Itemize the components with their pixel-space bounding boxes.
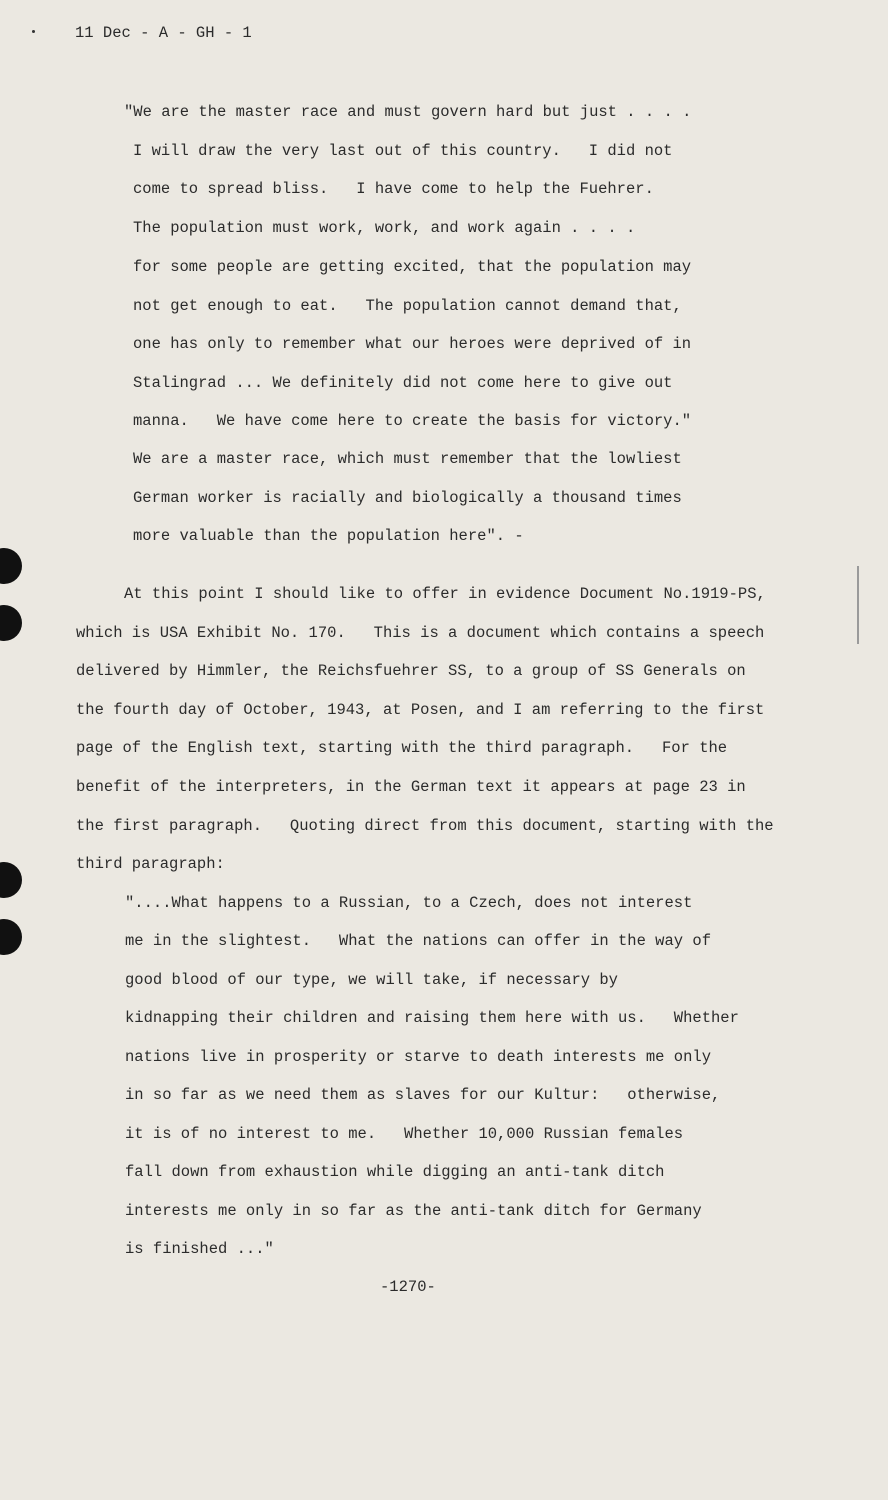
paragraph-line: the fourth day of October, 1943, at Posen, and I am referring to the first (76, 701, 765, 719)
paragraph-line: At this point I should like to offer in evidence Document No.1919-PS, (124, 585, 766, 603)
quote-line: The population must work, work, and work again . . . . (133, 219, 636, 237)
paragraph-line: page of the English text, starting with the third paragraph. For the (76, 739, 728, 757)
binder-hole (0, 605, 22, 641)
quote-line: "....What happens to a Russian, to a Czech, does not interest (125, 894, 693, 912)
quote-line: it is of no interest to me. Whether 10,000 Russian females (125, 1125, 684, 1143)
binder-hole (0, 919, 22, 955)
binder-hole (0, 862, 22, 898)
paragraph-line: third paragraph: (76, 855, 225, 873)
quote-line: nations live in prosperity or starve to death interests me only (125, 1048, 711, 1066)
quote-line: fall down from exhaustion while digging an anti-tank ditch (125, 1163, 665, 1181)
quote-line: more valuable than the population here". - (133, 527, 524, 545)
paragraph-line: the first paragraph. Quoting direct from this document, starting with the (76, 817, 774, 835)
binder-hole (0, 548, 22, 584)
quote-line: in so far as we need them as slaves for our Kultur: otherwise, (125, 1086, 721, 1104)
margin-dot (32, 30, 35, 33)
quote-line: I will draw the very last out of this country. I did not (133, 142, 673, 160)
quote-line: is finished ..." (125, 1240, 274, 1258)
document-header: 11 Dec - A - GH - 1 (75, 24, 252, 42)
quote-line: good blood of our type, we will take, if necessary by (125, 971, 618, 989)
paragraph-line: which is USA Exhibit No. 170. This is a document which contains a speech (76, 624, 765, 642)
quote-line: Stalingrad ... We definitely did not come here to give out (133, 374, 673, 392)
quote-line: kidnapping their children and raising them here with us. Whether (125, 1009, 739, 1027)
quote-line: German worker is racially and biologically a thousand times (133, 489, 682, 507)
quote-line: come to spread bliss. I have come to help the Fuehrer. (133, 180, 654, 198)
paragraph-line: delivered by Himmler, the Reichsfuehrer SS, to a group of SS Generals on (76, 662, 746, 680)
quote-line: one has only to remember what our heroes were deprived of in (133, 335, 692, 353)
page-number: -1270- (380, 1278, 436, 1296)
paragraph-line: benefit of the interpreters, in the German text it appears at page 23 in (76, 778, 746, 796)
quote-line: We are a master race, which must remember that the lowliest (133, 450, 682, 468)
quote-line: "We are the master race and must govern hard but just . . . . (124, 103, 692, 121)
quote-line: not get enough to eat. The population cannot demand that, (133, 297, 682, 315)
margin-line (857, 566, 859, 644)
quote-line: manna. We have come here to create the basis for victory." (133, 412, 692, 430)
quote-line: interests me only in so far as the anti-tank ditch for Germany (125, 1202, 702, 1220)
quote-line: me in the slightest. What the nations can offer in the way of (125, 932, 711, 950)
quote-line: for some people are getting excited, that the population may (133, 258, 692, 276)
